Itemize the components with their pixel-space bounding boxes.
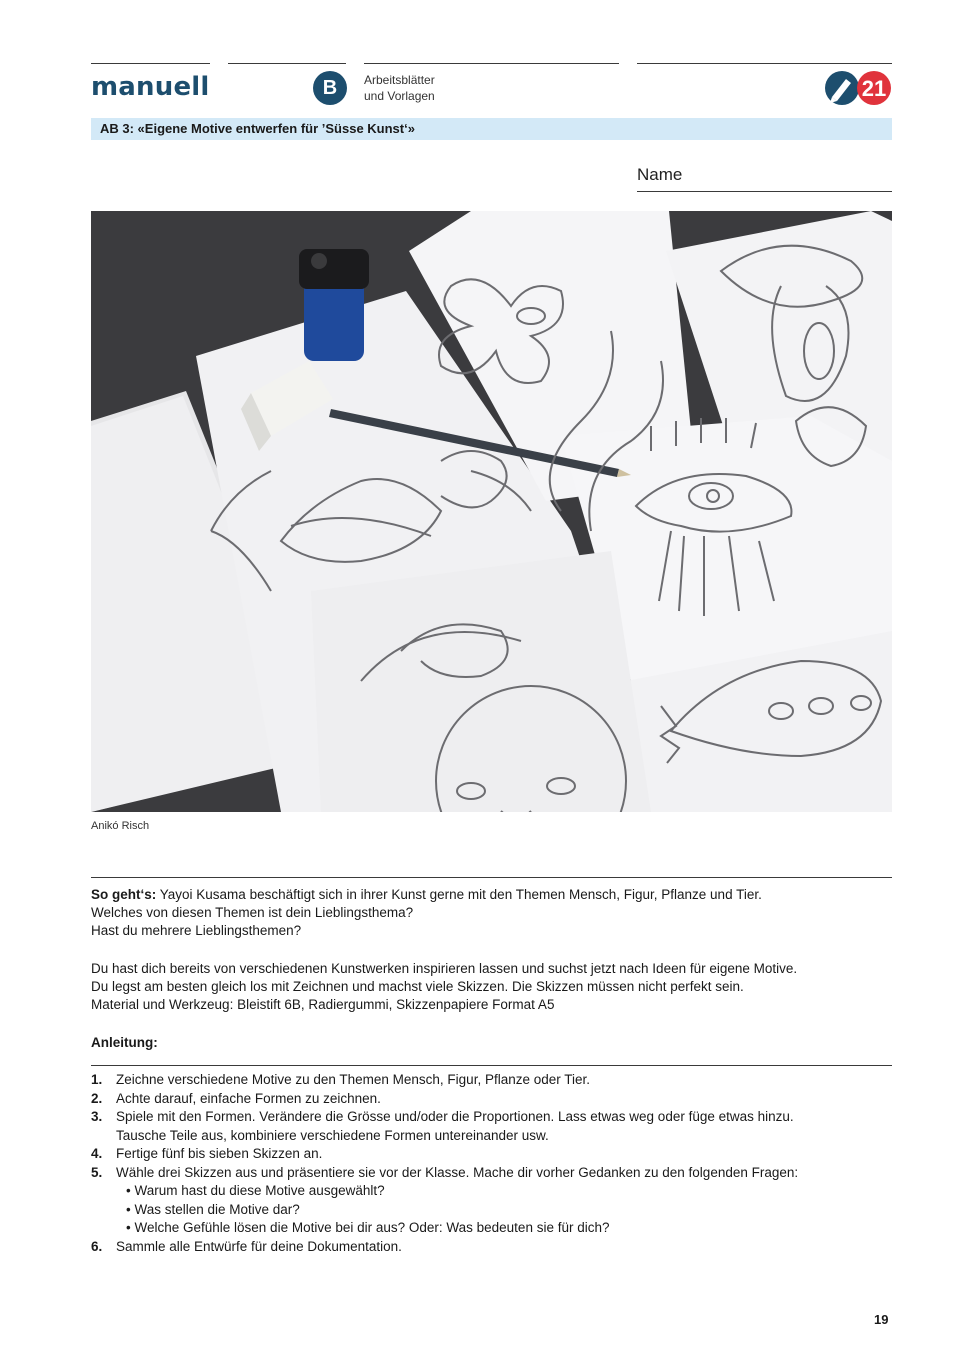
header-rule-3	[364, 63, 619, 64]
step-text-continued: Tausche Teile aus, kombiniere verschiedene Formen untereinander usw.	[116, 1127, 549, 1143]
intro-line-2: Welches von diesen Themen ist dein Lieblingsthema?	[91, 905, 414, 920]
question-item: • Welche Gefühle lösen die Motive bei dir aus? Oder: Was bedeuten sie für dich?	[126, 1220, 610, 1235]
header-subtitle-line1: Arbeitsblätter	[364, 73, 435, 87]
photo-credit: Anikó Risch	[91, 820, 150, 832]
name-label: Name	[637, 165, 683, 184]
page-number: 19	[874, 1312, 889, 1327]
sketches-photo	[91, 211, 892, 812]
step-number: 5.	[91, 1164, 103, 1180]
instructions-heading	[91, 1034, 158, 1053]
step-text: Spiele mit den Formen. Verändere die Grösse und/oder die Proportionen. Lass etwas weg oder füge etwas hinzu.	[116, 1109, 794, 1124]
list-item	[91, 1164, 892, 1183]
list-item	[91, 1071, 892, 1090]
list-item-continuation	[91, 1127, 892, 1146]
step-number: 4.	[91, 1146, 103, 1161]
list-item	[91, 1108, 892, 1127]
section-badge: B	[313, 71, 347, 105]
header-rule-2	[228, 63, 346, 64]
manuell-logo: manuell	[91, 72, 210, 102]
header-rule-1	[91, 63, 210, 64]
intro-label: So geht‘s:	[91, 887, 157, 902]
header-subtitle-line2: und Vorlagen	[364, 89, 435, 103]
intro-line-5: Du legst am besten gleich los mit Zeichnen und machst viele Skizzen. Die Skizzen müssen nicht perfekt sein.	[91, 979, 744, 994]
instructions-heading-text: Anleitung:	[91, 1035, 158, 1050]
name-field-line	[637, 191, 892, 192]
list-item	[91, 1238, 892, 1257]
intro-line-4: Du hast dich bereits von verschiedenen Kunstwerken inspirieren lassen und suchst jetzt nach Ideen für eigene Motive.	[91, 961, 798, 976]
list-item	[91, 1145, 892, 1164]
step-number: 3.	[91, 1109, 103, 1124]
step-text: Fertige fünf bis sieben Skizzen an.	[116, 1146, 323, 1161]
lehrplan21-logo	[824, 70, 894, 106]
intro-text-1: Yayoi Kusama beschäftigt sich in ihrer Kunst gerne mit den Themen Mensch, Figur, Pflanze und Tier.	[156, 887, 762, 902]
header-subtitle	[364, 72, 435, 104]
instruction-steps	[91, 1071, 892, 1256]
step-number: 2.	[91, 1090, 103, 1106]
intro-line-3: Hast du mehrere Lieblingsthemen?	[91, 923, 302, 938]
step-number: 6.	[91, 1238, 103, 1254]
question-item: • Warum hast du diese Motive ausgewählt?	[126, 1183, 385, 1198]
list-item	[91, 1090, 892, 1109]
step-text: Wähle drei Skizzen aus und präsentiere sie vor der Klasse. Mache dir vorher Gedanken zu den folgenden Fragen:	[116, 1164, 799, 1180]
lehrplan21-number: 21	[861, 76, 887, 101]
step-text: Achte darauf, einfache Formen zu zeichnen.	[116, 1090, 381, 1106]
intro-line-1	[91, 886, 762, 905]
header-rule-4	[637, 63, 892, 64]
instructions-rule	[91, 1065, 892, 1066]
question-item: • Was stellen die Motive dar?	[126, 1201, 300, 1217]
step-text: Zeichne verschiedene Motive zu den Themen Mensch, Figur, Pflanze oder Tier.	[116, 1072, 591, 1087]
step-number: 1.	[91, 1072, 103, 1087]
intro-top-rule	[91, 877, 892, 878]
step-text: Sammle alle Entwürfe für deine Dokumentation.	[116, 1238, 402, 1254]
material-line: Material und Werkzeug: Bleistift 6B, Radiergummi, Skizzenpapiere Format A5	[91, 997, 555, 1012]
worksheet-title: AB 3: «Eigene Motive entwerfen für ’Süsse Kunst‘»	[100, 121, 415, 136]
